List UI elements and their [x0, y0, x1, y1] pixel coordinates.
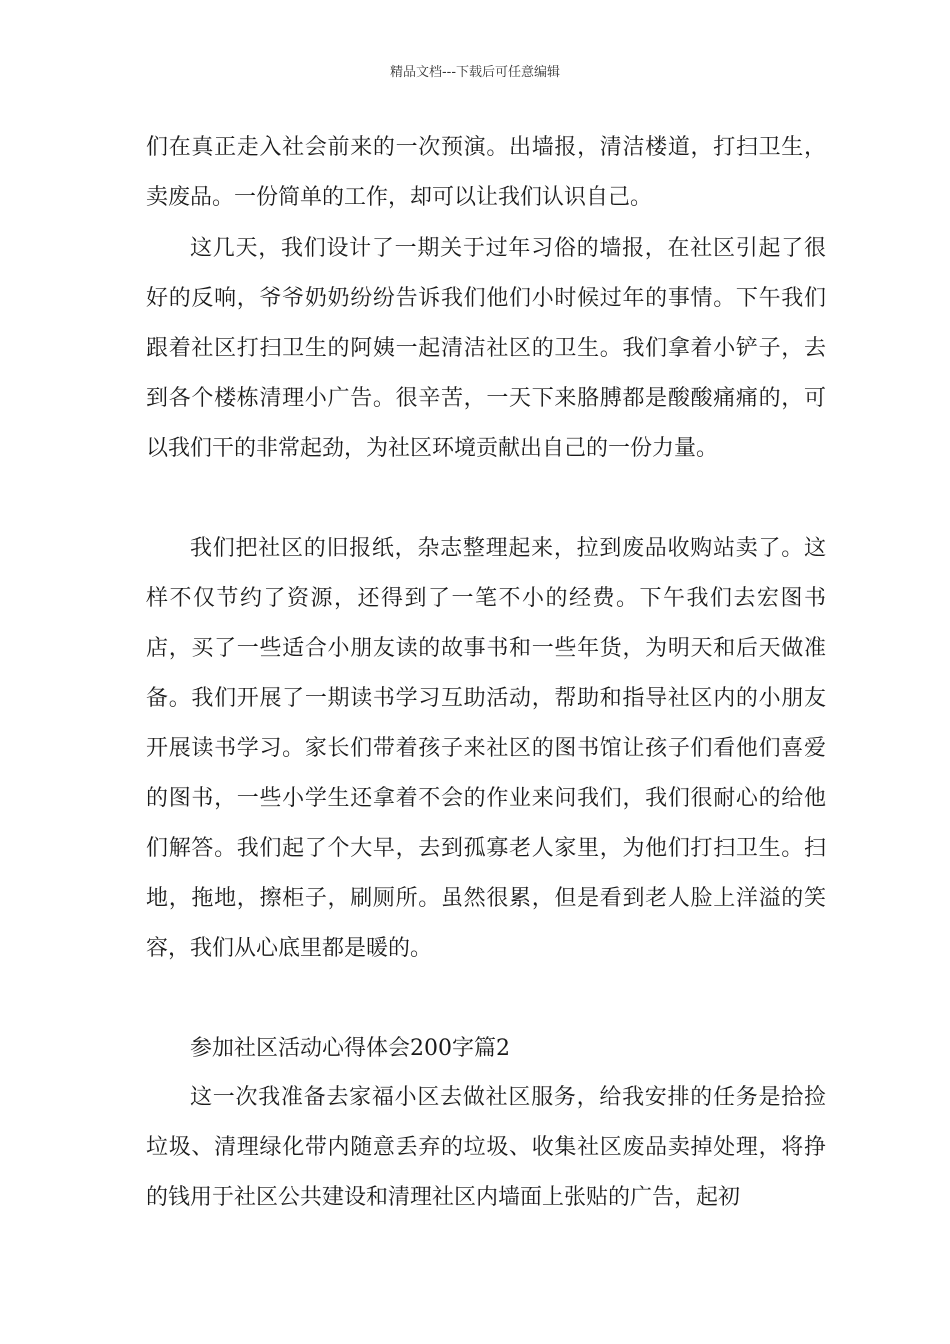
page-header: 精品文档---下载后可任意编辑 — [389, 65, 561, 80]
paragraph-wall-newspaper: 这几天，我们设计了一期关于过年习俗的墙报，在社区引起了很好的反响，爷爷奶奶纷纷告诉我们他们小时候过年的事情。下午我们跟着社区打扫卫生的阿姨一起清洁社区的卫生。我们拿着小铲子，去到各个楼栋清理小广告。很辛苦，一天下来胳膊都是酸酸痛痛的，可以我们干的非常起劲，为社区环境贡献出自己的一份力量。 — [146, 236, 826, 461]
paragraph-community-service: 这一次我准备去家福小区去做社区服务，给我安排的任务是拾捡垃圾、清理绿化带内随意丢弃的垃圾、收集社区废品卖掉处理，将挣的钱用于社区公共建设和清理社区内墙面上张贴的广告，起初 — [146, 1085, 826, 1210]
paragraph-continuation: 们在真正走入社会前来的一次预演。出墙报，清洁楼道，打扫卫生，卖废品。一份简单的工作，却可以让我们认识自己。 — [146, 135, 826, 210]
section-heading: 参加社区活动心得体会200字篇2 — [190, 1036, 510, 1061]
paragraph-recycling-reading: 我们把社区的旧报纸，杂志整理起来，拉到废品收购站卖了。这样不仅节约了资源，还得到了一笔不小的经费。下午我们去宏图书店，买了一些适合小朋友读的故事书和一些年货，为明天和后天做准备。我们开展了一期读书学习互助活动，帮助和指导社区内的小朋友开展读书学习。家长们带着孩子来社区的图书馆让孩子们看他们喜爱的图书，一些小学生还拿着不会的作业来问我们，我们很耐心的给他们解答。我们起了个大早，去到孤寡老人家里，为他们打扫卫生。扫地，拖地，擦柜子，刷厕所。虽然很累，但是看到老人脸上洋溢的笑容，我们从心底里都是暖的。 — [146, 536, 826, 961]
